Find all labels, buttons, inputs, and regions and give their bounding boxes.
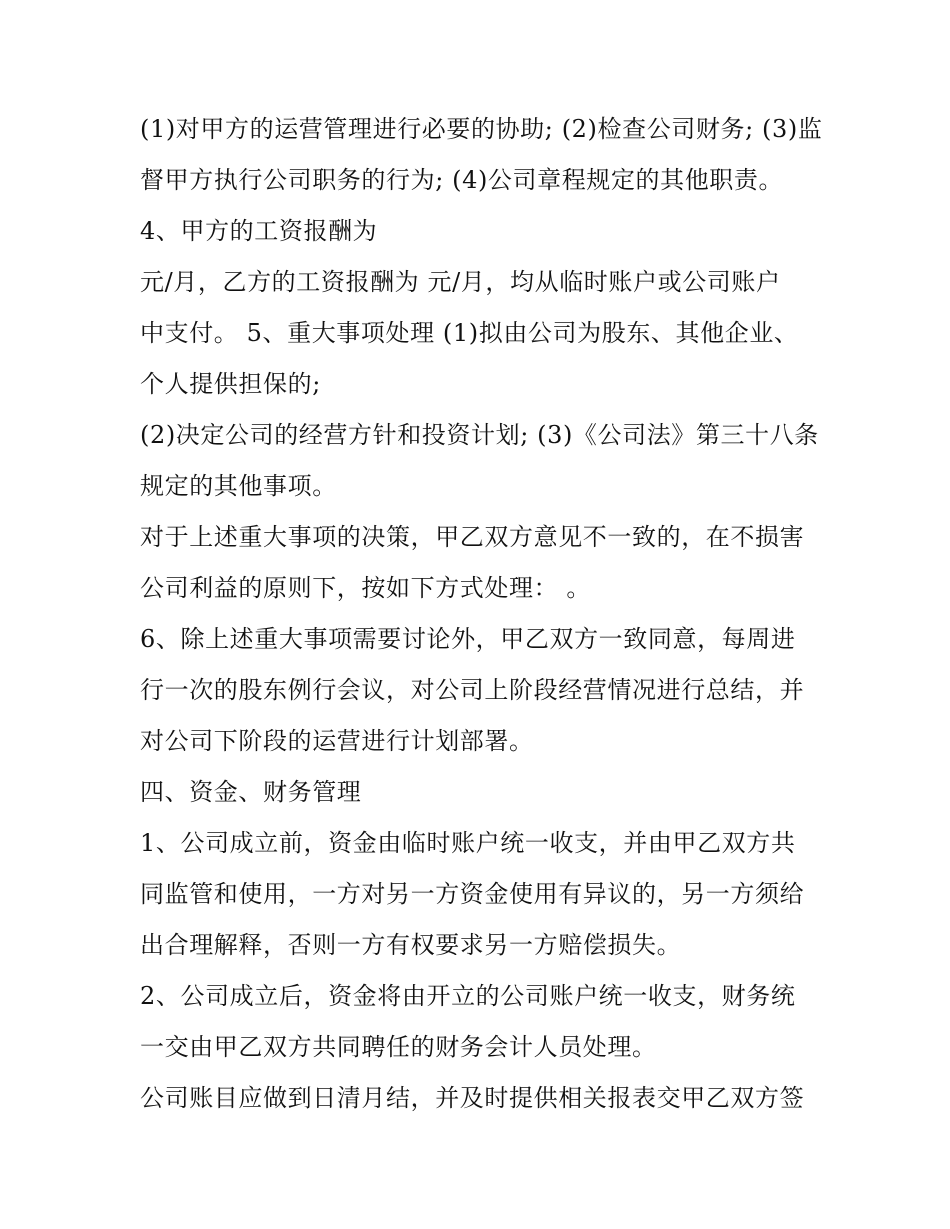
text-line: 中支付。 5、重大事项处理 (1)拟由公司为股东、其他企业、 [140, 319, 799, 347]
text-line: (2)决定公司的经营方针和投资计划; (3)《公司法》第三十八条 [140, 421, 819, 449]
text-line: 1、公司成立前，资金由临时账户统一收支，并由甲乙双方共 [140, 829, 796, 857]
text-line: 4、甲方的工资报酬为 [140, 217, 378, 245]
document-body [140, 104, 830, 1124]
text-line: 规定的其他事项。 [140, 472, 337, 500]
text-line: 一交由甲乙双方共同聘任的财务会计人员处理。 [140, 1033, 657, 1061]
text-line: (1)对甲方的运营管理进行必要的协助; (2)检查公司财务; (3)监 [140, 115, 823, 143]
text-line: 2、公司成立后，资金将由开立的公司账户统一收支，财务统 [140, 982, 796, 1010]
text-line: 元/月，乙方的工资报酬为 元/月，均从临时账户或公司账户 [140, 268, 781, 296]
section-heading: 四、资金、财务管理 [140, 778, 362, 806]
text-line: 同监管和使用，一方对另一方资金使用有异议的，另一方须给 [140, 880, 805, 908]
text-line: 个人提供担保的; [140, 370, 321, 398]
text-line: 行一次的股东例行会议，对公司上阶段经营情况进行总结，并 [140, 676, 805, 704]
text-line: 督甲方执行公司职务的行为; (4)公司章程规定的其他职责。 [140, 166, 784, 194]
text-line: 公司账目应做到日清月结，并及时提供相关报表交甲乙双方签 [140, 1084, 805, 1112]
text-line: 公司利益的原则下，按如下方式处理： 。 [140, 574, 592, 602]
text-line: 出合理解释，否则一方有权要求另一方赔偿损失。 [140, 931, 682, 959]
text-line: 对公司下阶段的运营进行计划部署。 [140, 727, 534, 755]
text-line: 对于上述重大事项的决策，甲乙双方意见不一致的，在不损害 [140, 523, 805, 551]
text-line: 6、除上述重大事项需要讨论外，甲乙双方一致同意，每周进 [140, 625, 796, 653]
